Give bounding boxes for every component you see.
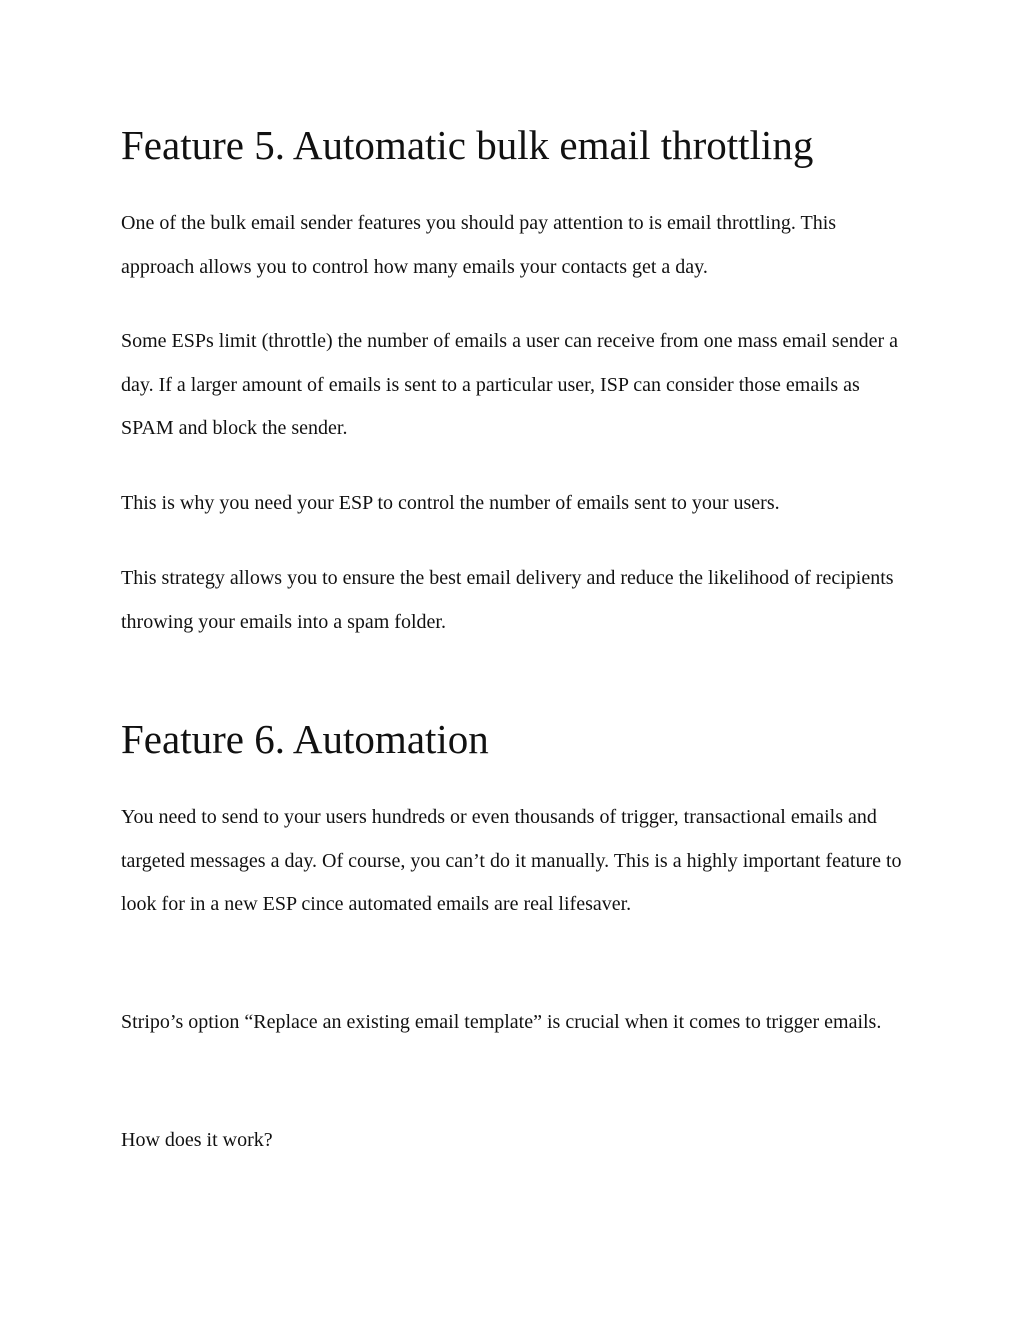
section-heading-feature-5: Feature 5. Automatic bulk email throttling [121,122,814,168]
paragraph-esp-limits: Some ESPs limit (throttle) the number of emails a user can receive from one mass email sender a day. If a larger amount of emails is sent to a particular user, ISP can consider those emails as SPAM and block the sender. [121,330,898,439]
paragraph-delivery-strategy: This strategy allows you to ensure the best email delivery and reduce the likelihood of recipients throwing your emails into a spam folder. [121,567,894,633]
paragraph-esp-control: This is why you need your ESP to control the number of emails sent to your users. [121,492,780,514]
paragraph-stripo-option: Stripo’s option “Replace an existing email template” is crucial when it comes to trigger emails. [121,1011,882,1033]
paragraph-how-it-works: How does it work? [121,1129,273,1151]
paragraph-automation-intro: You need to send to your users hundreds or even thousands of trigger, transactional emails and targeted messages a day. Of course, you can’t do it manually. This is a highly important feature to look for in a new ESP cince automated emails are real lifesaver. [121,806,902,915]
paragraph-email-throttling-intro: One of the bulk email sender features you should pay attention to is email throttling. This approach allows you to control how many emails your contacts get a day. [121,212,837,278]
section-heading-feature-6: Feature 6. Automation [121,716,489,762]
